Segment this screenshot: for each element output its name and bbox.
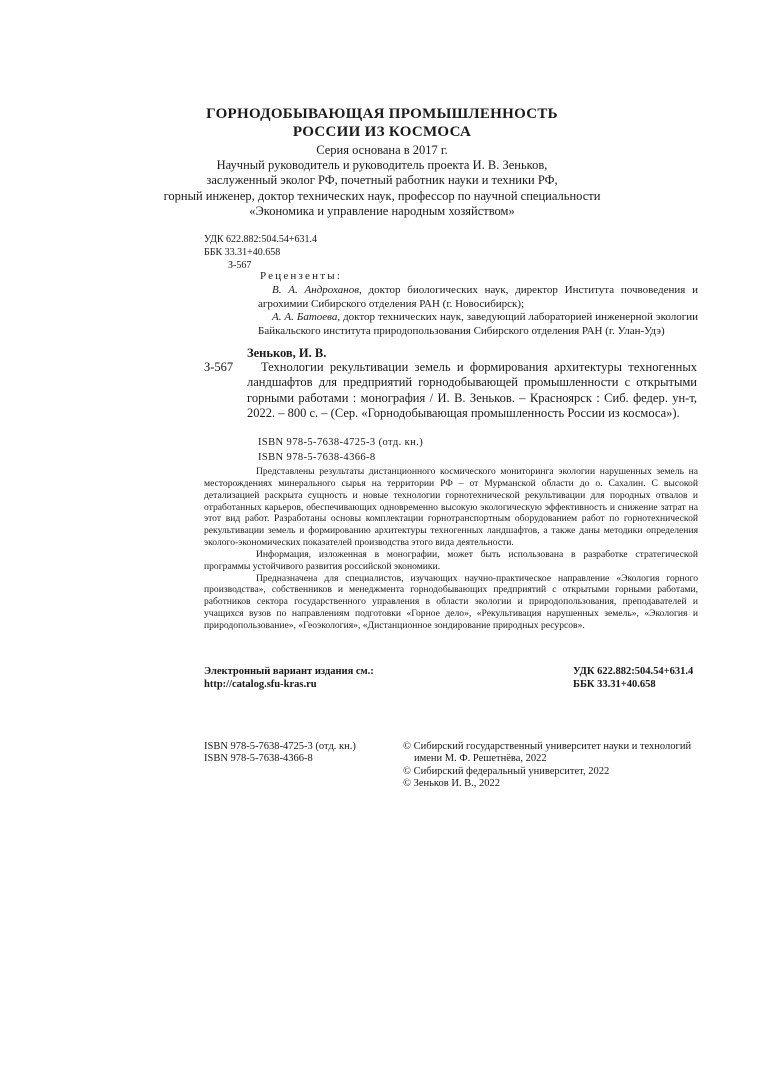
supervisor-line: Научный руководитель и руководитель проекта И. В. Зеньков, (216, 158, 548, 173)
isbn-item: ISBN 978-5-7638-4366-8 (204, 753, 313, 765)
reviewer-entry (258, 311, 698, 339)
copyright-entry: © Сибирский государственный университет науки и технологий (403, 741, 692, 752)
isbn-item: ISBN 978-5-7638-4366-8 (258, 452, 376, 463)
series-title (0, 105, 764, 141)
reviewer-name: В. А. Андроханов (272, 283, 360, 296)
electronic-version-label: Электронный вариант издания см.: (204, 666, 374, 677)
abstract-paragraph: Представлены результаты дистанционного космического мониторинга экологии нарушенных земель на месторождениях минерального сырья на территории РФ – от Мурманской области до о. Сахалин. С высокой детализацией раскрыта сущность и новые технологии горнотехнической рекультивации для породных отвалов и отработанных карьеров, обеспечивающих одновременно высокую экологическую эффективность и снижение затрат на этот вид работ. Разработаны основы комплектации горнотранспортным оборудованием работ по горнотехнической рекультивации земель и формированию архитектуры техногенных ландшафтов, а также даны методики определения эколого-экономических показателей производства этого вида деятельности. (204, 466, 698, 549)
abstract-paragraph: Предназначена для специалистов, изучающих научно-практическое направление «Экология горного производства», собственников и менеджмента горнодобывающих предприятий с открытыми горными работами, работников сектора государственного управления в области экологии и природопользования, преподавателей и учащихся вузов по направлениям подготовки «Горное дело», «Рекультивация нарушенных земель», «Экология и природопользование», «Геоэкология», «Дистанционное зондирование природных ресурсов». (204, 572, 698, 631)
isbn-item: ISBN 978-5-7638-4725-3 (отд. кн.) (204, 741, 356, 752)
bib-description: Технологии рекультивации земель и формирования архитектуры техногенных ландшафтов для предприятий горнодобывающей промышленности с открытыми горными работами : монография / И. В. Зеньков. – Красноярск : Сиб. федер. ун-т, 2022. – 800 с. – (Сер. «Горнодобывающая промышленность России из космоса»). (247, 360, 697, 421)
bbk-code: ББК 33.31+40.658 (204, 247, 281, 258)
bib-isbn-list (258, 435, 423, 465)
copyright-entry: © Зеньков И. В., 2022 (403, 778, 501, 790)
reviewer-details: , доктор биологических наук, директор Института почвоведения и агрохимии Сибирского отделения РАН (г. Новосибирск); (258, 283, 698, 310)
supervisor-line: горный инженер, доктор технических наук, профессор по научной специальности (163, 188, 601, 203)
bib-author-sign: З-567 (204, 360, 234, 374)
supervisor-line: «Экономика и управление народным хозяйством» (249, 203, 515, 218)
copyright-list (403, 741, 691, 791)
series-title-line-1: ГОРНОДОБЫВАЮЩАЯ ПРОМЫШЛЕННОСТЬ (206, 106, 558, 122)
electronic-version-link[interactable]: http://catalog.sfu-kras.ru (204, 678, 317, 690)
copyright-entry-continuation: имени М. Ф. Решетнёва, 2022 (414, 753, 547, 765)
series-title-line-2: РОССИИ ИЗ КОСМОСА (292, 124, 472, 140)
bib-author: Зеньков, И. В. (247, 346, 327, 360)
reviewer-details: , доктор технических наук, заведующий лабораторией инженерной экологии Байкальского института природопользования Сибирского отделения РАН (г. Улан-Удэ) (258, 311, 698, 338)
copyright-entry: © Сибирский федеральный университет, 2022 (403, 765, 610, 777)
electronic-version (204, 666, 374, 691)
abstract-paragraph: Информация, изложенная в монографии, может быть использована в разработке стратегической программы устойчивого развития российской экономики. (204, 548, 698, 572)
author-sign: З-567 (228, 260, 252, 271)
isbn-item: ISBN 978-5-7638-4725-3 (отд. кн.) (258, 437, 424, 448)
reviewer-entry (258, 284, 698, 312)
supervisor-line: заслуженный эколог РФ, почетный работник науки и техники РФ, (206, 173, 558, 188)
series-info (0, 143, 764, 219)
udk-code: УДК 622.882:504.54+631.4 (204, 234, 317, 245)
abstract (204, 466, 698, 632)
classification-summary (573, 666, 693, 691)
footer-isbn-list (204, 741, 356, 766)
series-founded: Серия основана в 2017 г. (316, 143, 448, 157)
reviewers-label: Рецензенты: (260, 270, 343, 282)
reviewers (258, 270, 698, 339)
reviewer-name: А. А. Батоева (272, 311, 338, 324)
classification-block (204, 233, 317, 272)
bbk-code: ББК 33.31+40.658 (573, 678, 656, 690)
udk-code: УДК 622.882:504.54+631.4 (573, 666, 694, 677)
